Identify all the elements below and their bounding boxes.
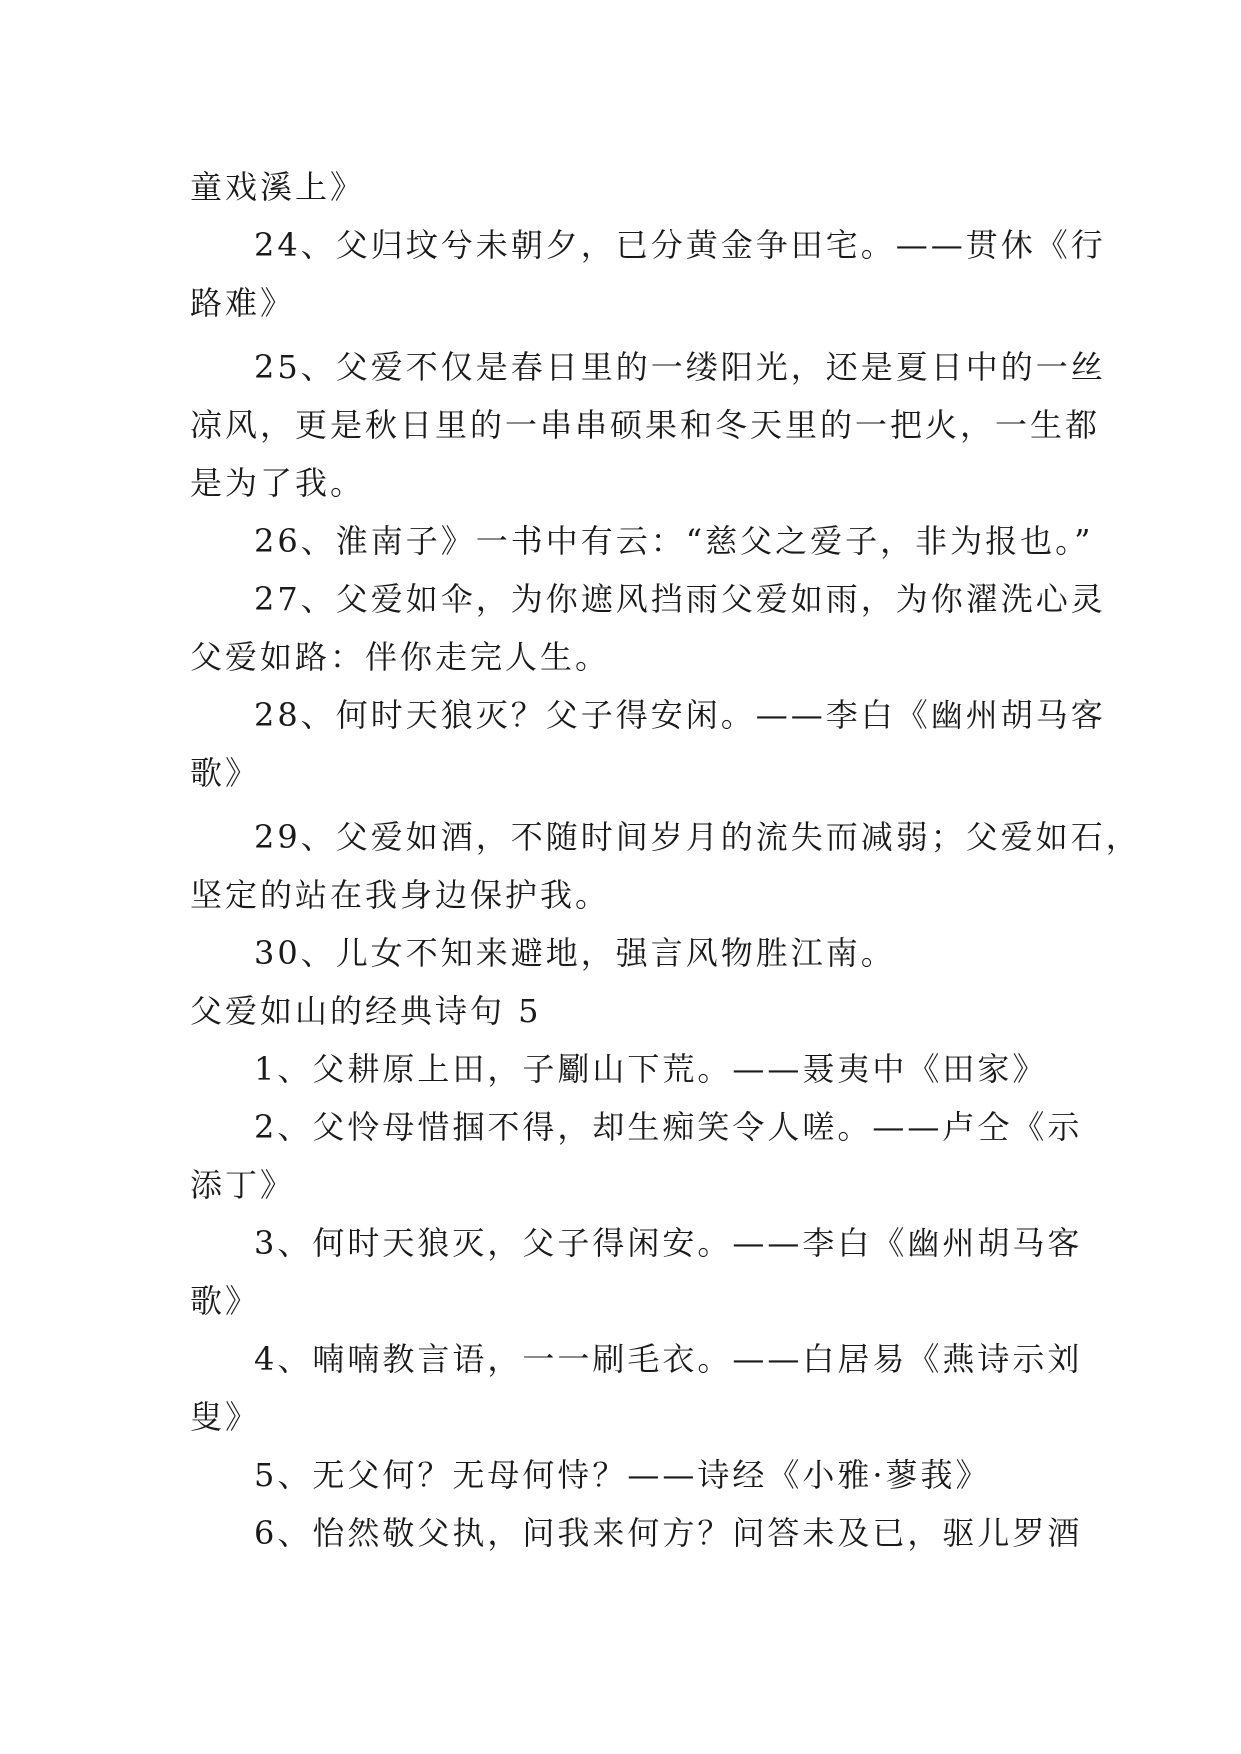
text-line: 6、怡然敬父执，问我来何方？问答未及已，驱儿罗酒 [254,1514,1083,1552]
text-line: 歌》 [190,1282,261,1320]
text-line: 24、父归坟兮未朝夕，已分黄金争田宅。——贯休《行 [254,226,1106,264]
text-line: 坚定的站在我身边保护我。 [190,876,611,914]
text-line: 28、何时天狼灭？父子得安闲。——李白《幽州胡马客 [254,696,1106,734]
text-line: 童戏溪上》 [190,168,366,206]
text-line: 叟》 [190,1398,261,1436]
text-line: 凉风，更是秋日里的一串串硕果和冬天里的一把火，一生都 [190,406,1101,444]
text-line: 路难》 [190,284,296,322]
text-line: 30、儿女不知来避地，强言风物胜江南。 [254,934,896,972]
document-body [190,158,1141,1562]
section-heading: 父爱如山的经典诗句 5 [190,992,542,1030]
text-line: 26、淮南子》一书中有云：“慈父之爱子，非为报也。” [254,522,1094,560]
text-line: 3、何时天狼灭，父子得闲安。——李白《幽州胡马客 [254,1224,1083,1262]
text-line: 29、父爱如酒，不随时间岁月的流失而减弱；父爱如石， [254,818,1141,856]
text-line: 父爱如路：伴你走完人生。 [190,638,611,676]
text-line: 4、喃喃教言语，一一刷毛衣。——白居易《燕诗示刘 [254,1340,1083,1378]
text-line: 5、无父何？无母何恃？——诗经《小雅·蓼莪》 [254,1456,991,1494]
text-line: 添丁》 [190,1166,296,1204]
text-line: 2、父怜母惜掴不得，却生痴笑令人嗟。——卢仝《示 [254,1108,1083,1146]
text-line: 是为了我。 [190,464,366,502]
text-line: 歌》 [190,754,261,792]
text-line: 25、父爱不仅是春日里的一缕阳光，还是夏日中的一丝 [254,348,1106,386]
text-line: 1、父耕原上田，子劚山下荒。——聂夷中《田家》 [254,1050,1048,1088]
text-line: 27、父爱如伞，为你遮风挡雨父爱如雨，为你濯洗心灵 [254,580,1106,618]
